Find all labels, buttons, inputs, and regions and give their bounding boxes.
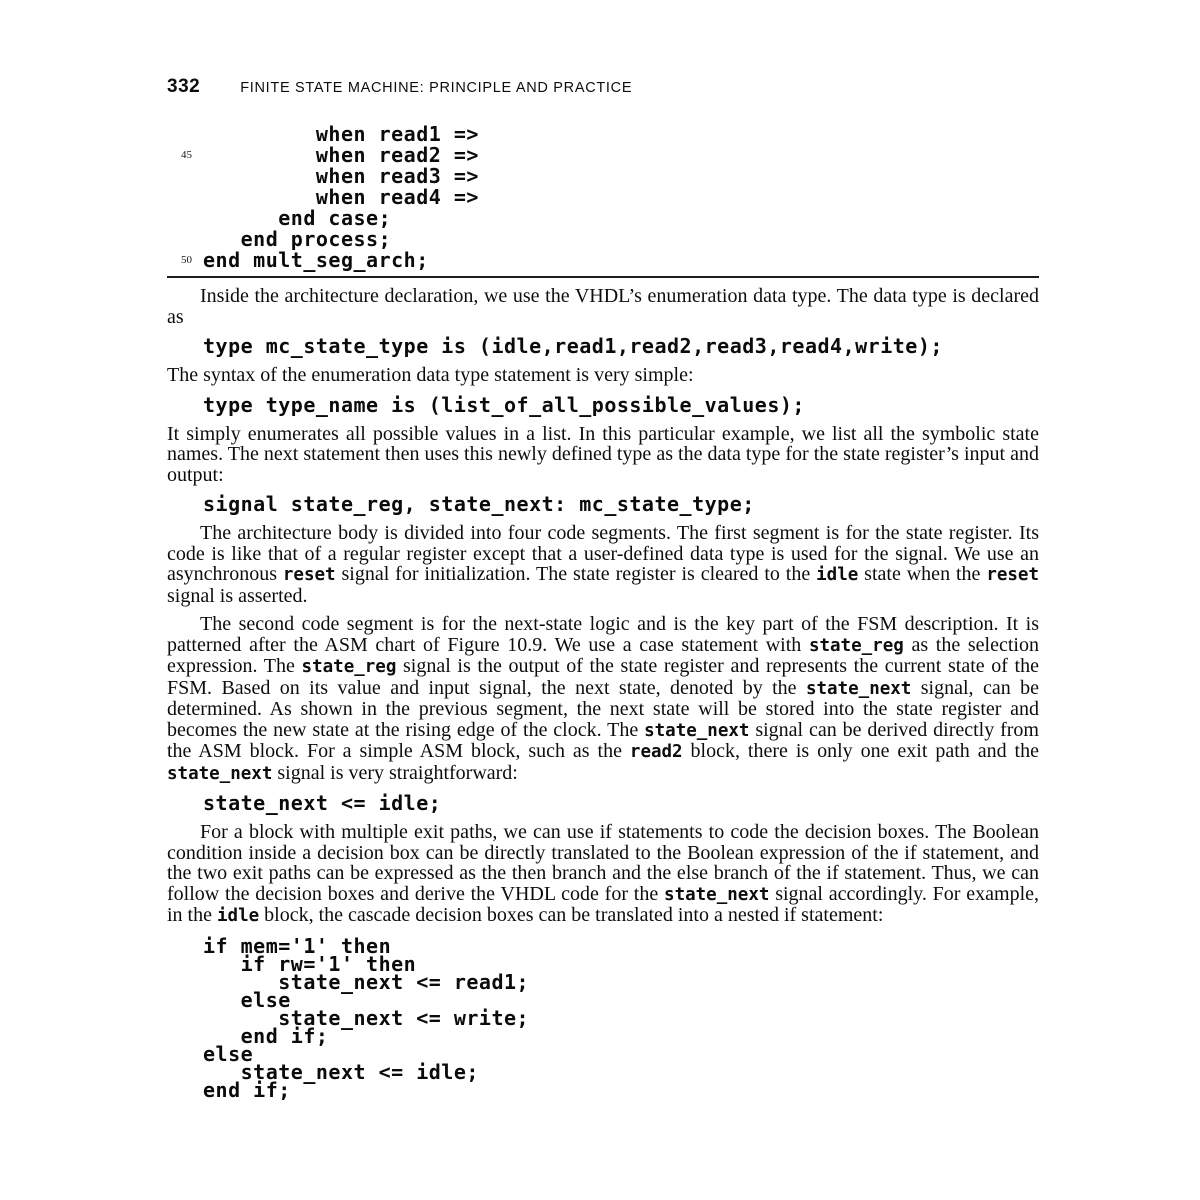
code-line: when read2 => <box>203 143 479 167</box>
code-line: type type_name is (list_of_all_possible_values); <box>203 392 805 417</box>
inline-code: state_reg <box>808 635 904 656</box>
code-block <box>203 492 1039 516</box>
running-header <box>167 76 1039 98</box>
code-block <box>203 334 1039 358</box>
code-line: when read4 => <box>203 185 479 209</box>
paragraph-text: as the selection expression. The <box>167 633 1039 677</box>
paragraph-text: The architecture body is divided into four code segments. The first segment is for the state register. Its code is like that of a regular register except that a user-defined data type is used for the signal. We use an asynchronous <box>167 522 1039 585</box>
page-body <box>167 285 1040 1102</box>
paragraph-text: signal is asserted. <box>167 584 308 607</box>
inline-code: idle <box>816 565 859 585</box>
code-line: end if; <box>203 1077 291 1102</box>
body-paragraph <box>167 286 1039 327</box>
paragraph-text: The second code segment is for the next-state logic and is the key part of the FSM description. It is patterned after the ASM chart of Figure 10.9. We use a case statement with <box>167 613 1039 656</box>
code-line: state_next <= idle; <box>203 791 442 815</box>
code-line: when read3 => <box>203 164 479 188</box>
inline-code: state_next <box>805 678 912 699</box>
code-line: end case; <box>203 206 392 230</box>
inline-code: idle <box>217 906 260 926</box>
code-line: when read1 => <box>203 122 479 146</box>
body-paragraph <box>167 424 1039 486</box>
paragraph-text: block, there is only one exit path and the <box>682 740 1039 762</box>
code-line: state_next <= write; <box>203 1005 530 1030</box>
code-line: if rw='1' then <box>203 951 417 976</box>
inline-code: state_next <box>664 884 770 905</box>
listing-end-rule <box>167 276 1039 278</box>
paragraph-text: signal is the output of the state register and represents the current state of the FSM. Based on its value and input signal, the next state, denoted by the <box>167 655 1039 699</box>
book-page <box>167 76 1039 1109</box>
page-number: 332 <box>167 76 201 97</box>
paragraph-text: signal accordingly. For example, in the <box>167 882 1040 926</box>
code-line: signal state_reg, state_next: mc_state_type; <box>203 492 755 516</box>
paragraph-text: For a block with multiple exit paths, we can use if statements to code the decision boxes. The Boolean condition inside a decision box can be directly translated to the Boolean expression of the if statement, and the two exit paths can be expressed as the then branch and the else branch of the if statement. Thus, we can follow the decision boxes and derive the VHDL code for the <box>167 821 1039 905</box>
code-line: state_next <= idle; <box>203 1059 479 1084</box>
listing-line <box>181 248 1039 272</box>
code-line: else <box>203 1041 254 1066</box>
code-line: state_next <= read1; <box>203 969 530 994</box>
code-line: end process; <box>203 227 392 251</box>
code-block <box>203 791 1039 815</box>
paragraph-text: signal can be derived directly from the ASM block. For a simple ASM block, such as the <box>167 718 1039 762</box>
inline-code: state_next <box>167 763 273 784</box>
paragraph-text: state when the <box>858 563 987 585</box>
paragraph-text: signal is very straightforward: <box>272 761 518 784</box>
paragraph-text: It simply enumerates all possible values in a list. In this particular example, we list all the symbolic state names. The next statement then uses this newly defined type as the data type for the state register’s input and output: <box>167 422 1039 486</box>
code-line: end mult_seg_arch; <box>203 248 429 272</box>
vhdl-code-listing <box>167 122 1039 272</box>
paragraph-text: signal, can be determined. As shown in the previous segment, the next state will be stored into the state register and becomes the new state at the rising edge of the clock. The <box>167 676 1040 741</box>
inline-code: state_reg <box>301 657 397 677</box>
code-line: if mem='1' then <box>203 933 392 958</box>
code-line: type mc_state_type is (idle,read1,read2,read3,read4,write); <box>203 334 943 358</box>
inline-code: read2 <box>629 742 683 762</box>
running-head-title: FINITE STATE MACHINE: PRINCIPLE AND PRACTICE <box>240 80 633 96</box>
paragraph-text: The syntax of the enumeration data type statement is very simple: <box>167 364 694 386</box>
inline-code: state_next <box>644 720 750 741</box>
body-paragraph <box>167 365 1039 386</box>
inline-code: reset <box>986 565 1039 585</box>
body-paragraph <box>167 614 1039 784</box>
line-number: 50 <box>181 254 192 266</box>
code-line: else <box>203 987 291 1012</box>
code-block <box>203 392 1039 417</box>
body-paragraph <box>167 822 1039 927</box>
code-block <box>203 933 1039 1102</box>
inline-code: reset <box>282 565 336 585</box>
body-paragraph <box>167 523 1039 606</box>
paragraph-text: signal for initialization. The state register is cleared to the <box>335 563 817 585</box>
paragraph-text: Inside the architecture declaration, we use the VHDL’s enumeration data type. The data type is declared as <box>167 285 1039 328</box>
line-number: 45 <box>181 149 192 161</box>
paragraph-text: block, the cascade decision boxes can be translated into a nested if statement: <box>259 904 884 926</box>
code-line: end if; <box>203 1023 329 1048</box>
